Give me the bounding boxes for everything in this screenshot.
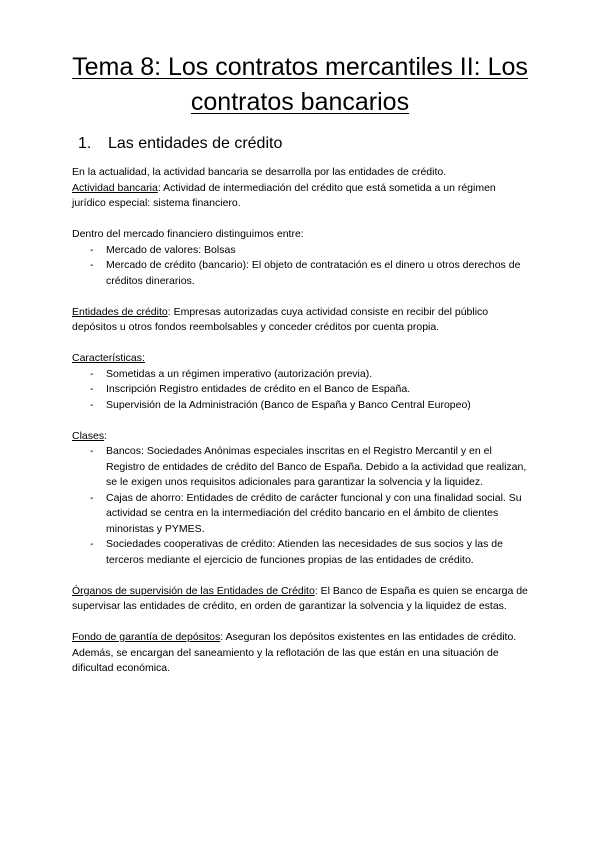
list-item: - Supervisión de la Administración (Banco de España y Banco Central Europeo): [72, 398, 532, 414]
caracteristicas-term: Características: [72, 352, 143, 364]
clases-list: [72, 444, 532, 568]
entidades-text: : Empresas autorizadas cuya actividad consiste en recibir del público depósitos u otros fondos reembolsables y conceder créditos por cuenta propia.: [72, 305, 489, 333]
clases-term: Clases: [72, 429, 105, 442]
caracteristicas-heading: Características:: [72, 352, 145, 364]
fondo-paragraph: [72, 630, 532, 677]
fondo-text: : Aseguran los depósitos existentes en las entidades de crédito. Además, se encargan del saneamiento y la reflotación de las que están en una situación de dificultad económica.: [72, 631, 517, 674]
mercado-intro: Dentro del mercado financiero distinguimos entre:: [72, 228, 304, 240]
list-item: - Sometidas a un régimen imperativo (autorización previa).: [72, 367, 532, 383]
clases-heading: Clases:: [72, 429, 108, 442]
section-heading: [78, 134, 282, 154]
list-item: - Inscripción Registro entidades de crédito en el Banco de España.: [72, 382, 532, 398]
actividad-text: : Actividad de intermediación del crédito que está sometida a un régimen jurídico especial: sistema financiero.: [72, 181, 496, 209]
organos-term: Órganos de supervisión de las Entidades de Crédito: [72, 584, 315, 597]
section-number: 1.: [78, 135, 92, 152]
list-item: - Sociedades cooperativas de crédito: Atienden las necesidades de sus socios y las de terceros mediante el ejercicio de funciones propias de las entidades de crédito.: [72, 537, 532, 568]
list-item: - Bancos: Sociedades Anónimas especiales inscritas en el Registro Mercantil y en el Registro de entidades de crédito del Banco de España. Debido a la actividad que realizan, se le exigen unos requisitos adicionales para garantizar la solvencia y la liquidez.: [72, 444, 532, 491]
actividad-paragraph: [72, 181, 532, 212]
section-title: Las entidades de crédito: [108, 135, 283, 152]
document-body: [72, 165, 532, 677]
list-item: - Cajas de ahorro: Entidades de crédito de carácter funcional y con una finalidad social. Su actividad se centra en la intermediación del crédito bancario en el ámbito de clientes minoristas y PYMES.: [72, 491, 532, 538]
caracteristicas-list: [72, 367, 532, 414]
list-item: - Mercado de crédito (bancario): El objeto de contratación es el dinero u otros derechos de créditos dinerarios.: [72, 258, 532, 289]
organos-paragraph: [72, 584, 532, 615]
organos-text: : El Banco de España es quien se encarga de supervisar las entidades de crédito, en orden de garantizar la solvencia y la liquidez de estas.: [72, 584, 528, 612]
document-title: Tema 8: Los contratos mercantiles II: Los contratos bancarios: [72, 53, 528, 116]
entidades-term: Entidades de crédito: [72, 305, 168, 318]
intro-paragraph: En la actualidad, la actividad bancaria se desarrolla por las entidades de crédito.: [72, 166, 447, 178]
actividad-term: Actividad bancaria: [72, 181, 158, 194]
entidades-paragraph: [72, 305, 532, 336]
fondo-term: Fondo de garantía de depósitos: [72, 631, 221, 643]
list-item: - Mercado de valores: Bolsas: [72, 243, 532, 259]
mercado-list: [72, 243, 532, 290]
